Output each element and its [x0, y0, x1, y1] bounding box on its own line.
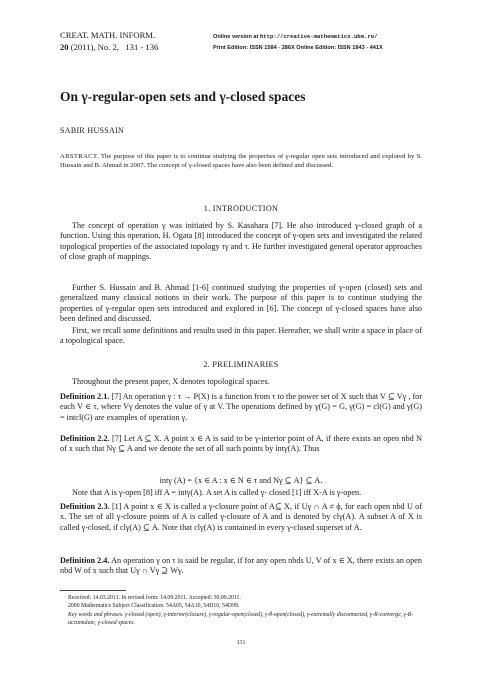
keywords: Key words and phrases. γ-closed (open), γ-interior(closure), γ-regular-open(closed), γ-θ-open(closed), γ-extremally disconnected, γ-R-converge, γ-R-accumulate, γ-closed spaces. [68, 611, 414, 627]
intro-paragraph-2: Further S. Hussain and B. Ahmad [1-6] continued studying the properties of γ-open (closed) sets and generalized many classical notions in their work. The purpose of this paper is to continue studying the properties of γ-regular open sets introduced and explored in [6]. The concept of γ-closed spaces have also been defined and discussed. [60, 283, 422, 324]
definition-2-2-note: Note that A is γ-open [8] iff A = intγ(A). A set A is called γ- closed [1] iff X-A is γ-open. [72, 488, 362, 497]
definition-2-1 [60, 392, 422, 423]
print-edition-line: Print Edition: ISSN 1584 - 286X Online Edition: ISSN 1843 - 441X [213, 45, 383, 51]
footnotes [60, 594, 422, 628]
section-heading-preliminaries: 2. PRELIMINARIES [203, 360, 279, 369]
abstract-text: The purpose of this paper is to continue studying the properties of γ-regular open sets introduced and explored by S. Hussain and B. Ahmad in 2007. The concept of γ-closed spaces have also been defined and discussed. [60, 153, 422, 170]
online-version-line [213, 31, 383, 43]
journal-volume-line [60, 41, 158, 53]
footnote-rule [60, 590, 126, 591]
gamma-interior-formula: intγ (A) = {x ∈ A : x ∈ N ∈ τ and Nγ ⊆ A} ⊆ A. [159, 476, 323, 485]
definition-2-2 [60, 434, 422, 455]
msc-classification: 2000 Mathematics Subject Classification. 54A05, 54A10, 54D10, 54D99. [68, 603, 240, 610]
paper-title: On γ-regular-open sets and γ-closed spaces [60, 89, 306, 104]
definition-2-2-label: Definition 2.2. [60, 434, 110, 443]
section-heading-introduction: 1. INTRODUCTION [203, 204, 279, 213]
preliminaries-intro: Throughout the present paper, X denotes topological spaces. [72, 377, 270, 386]
definition-2-3-label: Definition 2.3. [60, 502, 110, 511]
page-number: 131 [236, 640, 246, 646]
online-url[interactable]: http://creative-mathematics.ubm.ro/ [259, 33, 378, 40]
definition-2-4 [60, 556, 422, 577]
intro-paragraph-1: The concept of operation γ was initiated by S. Kasahara [7]. He also introduced γ-closed graph of a function. Using this operation, H. Ogata [8] introduced the concept of γ-open sets and investigated the related topological properties of the associated topology τγ and τ. He further investigated general operator approaches of close graph of mappings. [60, 221, 422, 262]
received-dates: Received: 14.03.2011. In revised form: 14.09.2011. Accepted: 30.09.2011. [68, 595, 241, 601]
abstract-label: ABSTRACT. [60, 153, 99, 160]
journal-header [60, 29, 158, 53]
definition-2-3-text: [1] A point x ∈ X is called a γ-closure point of A⊆ X, if Uγ ∩ A ≠ ϕ, for each open nbd U of x. The set of all γ-closure points of A is called γ-closure of A and is denoted by clγ(A). A subset A of X is called γ-closed, if clγ(A) ⊆ A. Note that clγ(A) is contained in every γ-closed superset of A. [60, 502, 422, 532]
edition-header [213, 31, 383, 54]
definition-2-2-text: [7] Let A ⊆ X. A point x ∈ A is said to be γ-interior point of A, if there exists an open nbd N of x such that Nγ ⊆ A and we denote the set of all such points by intγ(A). Thus [60, 434, 423, 454]
journal-name: CREAT. MATH. INFORM. [60, 30, 156, 40]
abstract [60, 152, 422, 171]
intro-paragraph-3: First, we recall some definitions and results used in this paper. Hereafter, we shall write a space in place of a topological space. [60, 326, 422, 346]
online-label: Online version at [213, 34, 259, 40]
definition-2-4-label: Definition 2.4. [60, 556, 110, 565]
journal-volume: 20 [60, 42, 69, 52]
journal-pages: 131 - 136 [125, 42, 159, 52]
definition-2-3 [60, 502, 422, 533]
definition-2-1-label: Definition 2.1. [60, 392, 110, 401]
definition-2-1-text: [7] An operation γ : τ → P(X) is a function from τ to the power set of X such that V ⊆ Vγ , for each V ∈ τ, where Vγ denotes the value of γ at V. The operations defined by γ(G) = G, γ(G) = cl(G) and γ(G) = intcl(G) are examples of operation γ. [60, 392, 423, 422]
definition-2-4-text: An operation γ on τ is said be regular, if for any open nbds U, V of x ∈ X, there exists an open nbd W of x such that Uγ ∩ Vγ ⊇ Wγ. [60, 556, 422, 576]
journal-issue: (2011), No. 2, [70, 42, 119, 52]
author-name: SABIR HUSSAIN [60, 126, 125, 135]
